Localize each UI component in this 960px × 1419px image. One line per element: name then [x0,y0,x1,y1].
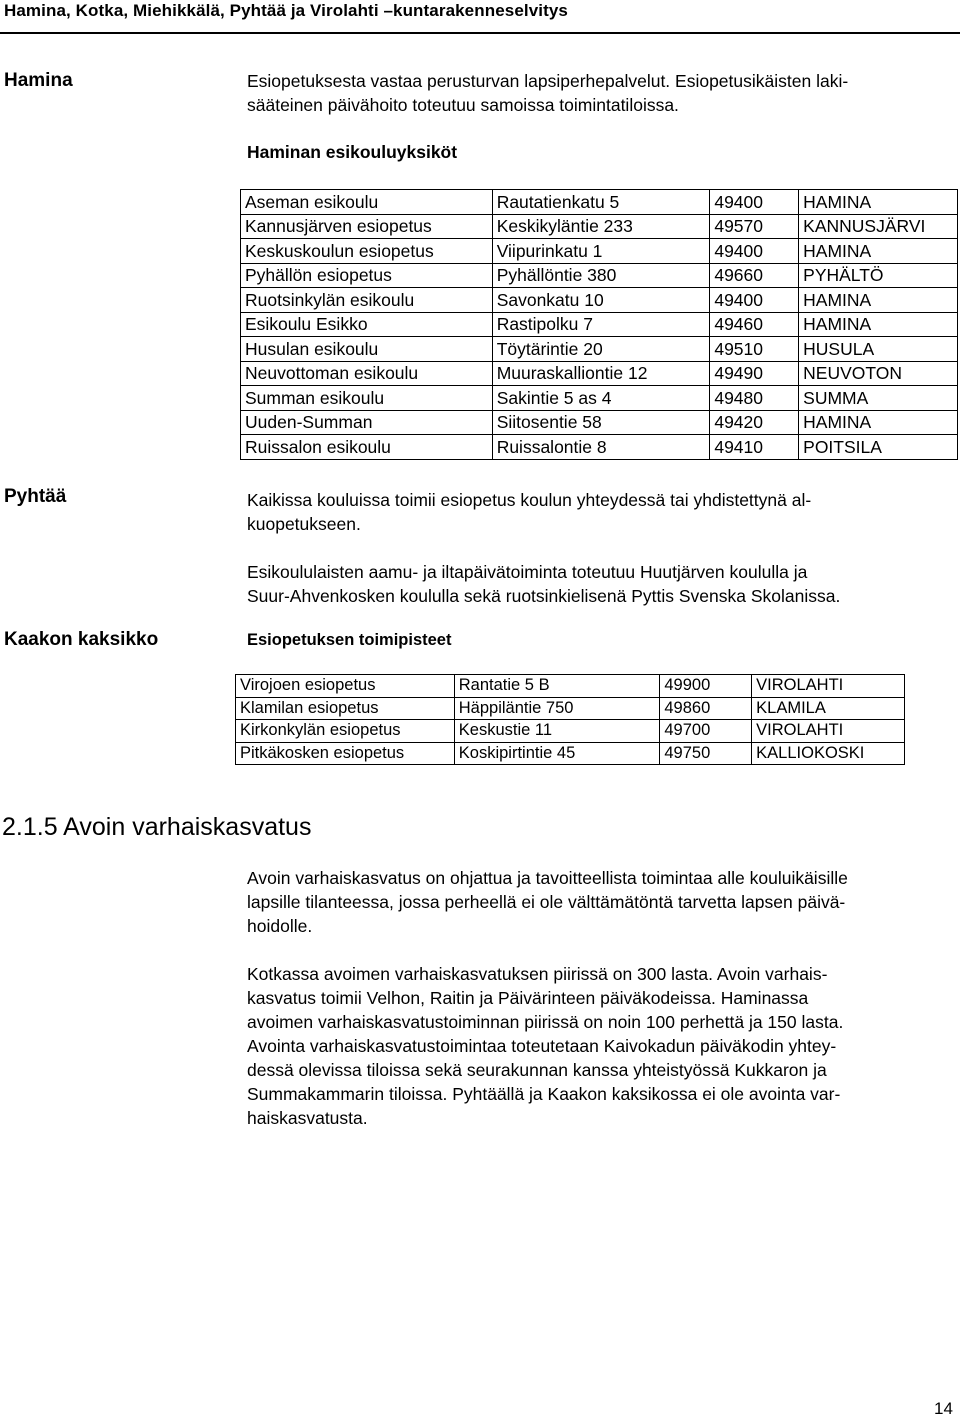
table-row [241,190,958,215]
table-row [241,312,958,337]
table-row [241,435,958,460]
postal-code-cell: 49700 [660,720,752,743]
section-label-pyhtaa: Pyhtää [4,486,67,507]
school-name-cell: Kirkonkylän esiopetus [236,720,455,743]
kaakon-table-title: Esiopetuksen toimipisteet [247,631,452,649]
city-cell: HUSULA [799,337,958,362]
address-cell: Rantatie 5 B [454,675,660,698]
address-cell: Ruissalontie 8 [492,435,710,460]
school-name-cell: Ruotsinkylän esikoulu [241,288,493,313]
city-cell: HAMINA [799,312,958,337]
postal-code-cell: 49400 [710,239,799,264]
pyhtaa-paragraph-1: Kaikissa kouluissa toimii esiopetus koulun yhteydessä tai yhdistettynä al- kuopetukseen. [247,490,812,534]
table-row [241,239,958,264]
postal-code-cell: 49490 [710,361,799,386]
city-cell: PYHÄLTÖ [799,263,958,288]
city-cell: HAMINA [799,410,958,435]
page-number: 14 [934,1399,953,1418]
postal-code-cell: 49400 [710,190,799,215]
table-row [241,288,958,313]
address-cell: Viipurinkatu 1 [492,239,710,264]
header-divider [0,32,960,34]
postal-code-cell: 49400 [710,288,799,313]
city-cell: HAMINA [799,288,958,313]
hamina-intro-paragraph: Esiopetuksesta vastaa perusturvan lapsiperhepalvelut. Esiopetusikäisten laki- sääteinen päivähoito toteutuu samoissa toimintatiloissa. [247,71,849,115]
pyhtaa-paragraph-2: Esikoululaisten aamu- ja iltapäivätoiminta toteutuu Huutjärven koululla ja Suur-Ahvenkosken koululla sekä ruotsinkielisenä Pyttis Svenska Skolanissa. [247,562,841,606]
city-cell: KANNUSJÄRVI [799,214,958,239]
address-cell: Keskustie 11 [454,720,660,743]
avoin-paragraph-2: Kotkassa avoimen varhaiskasvatuksen piirissä on 300 lasta. Avoin varhais- kasvatus toimii Velhon, Raitin ja Päivärinteen päiväkodeissa. Haminassa avoimen varhaiskasvatustoiminnan piirissä on noin 100 perhettä ja 150 lasta. Avointa varhaiskasvatustoimintaa toteutetaan Kaivokadun päiväkodin yhtey- dessä olevissa tiloissa sekä seurakunnan kanssa yhteistyössä Kukkaron ja Summakammarin tiloissa. Pyhtäällä ja Kaakon kaksikossa ei ole avointa var- haiskasvatusta. [247,964,844,1128]
school-name-cell: Summan esikoulu [241,386,493,411]
postal-code-cell: 49750 [660,742,752,765]
hamina-schools-table [240,189,958,460]
address-cell: Häppiläntie 750 [454,697,660,720]
school-name-cell: Klamilan esiopetus [236,697,455,720]
postal-code-cell: 49900 [660,675,752,698]
address-cell: Pyhällöntie 380 [492,263,710,288]
postal-code-cell: 49480 [710,386,799,411]
section-label-hamina: Hamina [4,70,73,91]
school-name-cell: Uuden-Summan [241,410,493,435]
table-row [241,386,958,411]
school-name-cell: Keskuskoulun esiopetus [241,239,493,264]
school-name-cell: Kannusjärven esiopetus [241,214,493,239]
table-row [241,214,958,239]
school-name-cell: Neuvottoman esikoulu [241,361,493,386]
table-row [236,742,905,765]
postal-code-cell: 49410 [710,435,799,460]
city-cell: VIROLAHTI [752,720,905,743]
address-cell: Töytärintie 20 [492,337,710,362]
postal-code-cell: 49660 [710,263,799,288]
table-row [236,675,905,698]
city-cell: SUMMA [799,386,958,411]
document-header-title: Hamina, Kotka, Miehikkälä, Pyhtää ja Virolahti –kuntarakenneselvitys [4,1,568,20]
city-cell: POITSILA [799,435,958,460]
city-cell: VIROLAHTI [752,675,905,698]
school-name-cell: Virojoen esiopetus [236,675,455,698]
postal-code-cell: 49570 [710,214,799,239]
city-cell: KALLIOKOSKI [752,742,905,765]
school-name-cell: Pitkäkosken esiopetus [236,742,455,765]
address-cell: Savonkatu 10 [492,288,710,313]
address-cell: Keskikyläntie 233 [492,214,710,239]
city-cell: NEUVOTON [799,361,958,386]
address-cell: Koskipirtintie 45 [454,742,660,765]
table-row [236,720,905,743]
table-row [241,361,958,386]
school-name-cell: Ruissalon esikoulu [241,435,493,460]
address-cell: Rastipolku 7 [492,312,710,337]
kaakon-locations-table [235,674,905,765]
postal-code-cell: 49510 [710,337,799,362]
school-name-cell: Esikoulu Esikko [241,312,493,337]
address-cell: Sakintie 5 as 4 [492,386,710,411]
hamina-table-title: Haminan esikouluyksiköt [247,142,458,162]
address-cell: Rautatienkatu 5 [492,190,710,215]
city-cell: HAMINA [799,239,958,264]
table-row [241,263,958,288]
school-name-cell: Pyhällön esiopetus [241,263,493,288]
city-cell: KLAMILA [752,697,905,720]
address-cell: Muuraskalliontie 12 [492,361,710,386]
avoin-paragraph-1: Avoin varhaiskasvatus on ohjattua ja tavoitteellista toimintaa alle kouluikäisille lapsille tilanteessa, jossa perheellä ei ole välttämätöntä tarvetta lapsen päivä- hoidolle. [247,868,848,936]
table-row [236,697,905,720]
school-name-cell: Aseman esikoulu [241,190,493,215]
table-row [241,337,958,362]
section-heading-2-1-5: 2.1.5 Avoin varhaiskasvatus [2,813,312,841]
postal-code-cell: 49420 [710,410,799,435]
table-row [241,410,958,435]
city-cell: HAMINA [799,190,958,215]
section-label-kaakon-kaksikko: Kaakon kaksikko [4,629,159,650]
school-name-cell: Husulan esikoulu [241,337,493,362]
address-cell: Siitosentie 58 [492,410,710,435]
postal-code-cell: 49460 [710,312,799,337]
postal-code-cell: 49860 [660,697,752,720]
